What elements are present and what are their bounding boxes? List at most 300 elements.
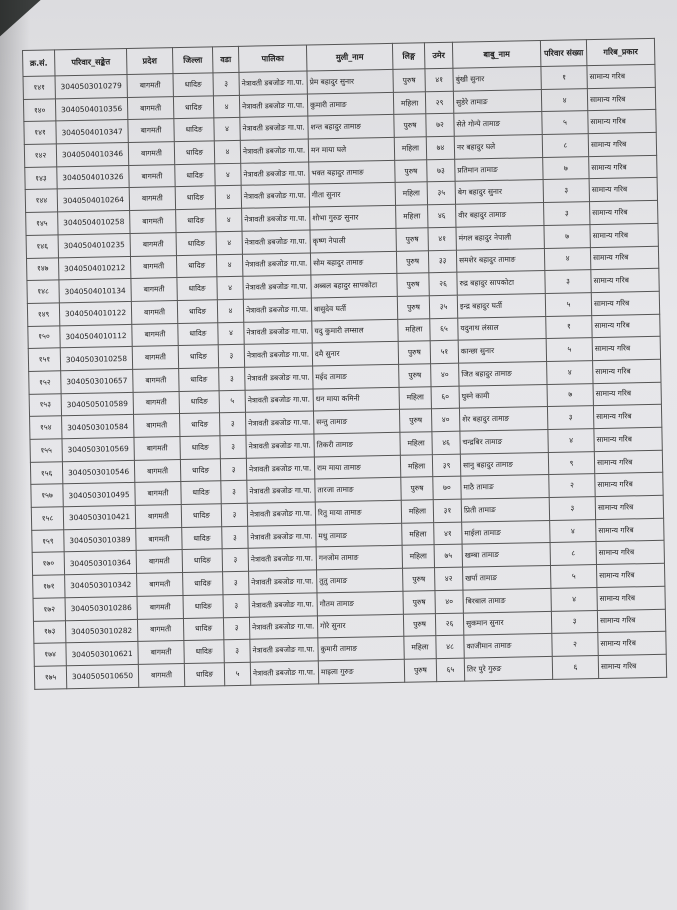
family-code-cell: 3040504010112 bbox=[60, 324, 132, 348]
ward-cell: ३ bbox=[222, 549, 248, 572]
district-cell: धादिङ bbox=[179, 390, 219, 413]
age-cell: २६ bbox=[435, 613, 463, 636]
family-size-cell: ८ bbox=[550, 542, 596, 566]
district-cell: धादिङ bbox=[182, 549, 222, 572]
head-name-cell: सोम बहादुर तामाङ bbox=[310, 251, 396, 275]
age-cell: २६ bbox=[429, 272, 457, 295]
gender-cell: पुरुष bbox=[397, 296, 429, 319]
age-cell: ३१ bbox=[433, 499, 461, 522]
poverty-type-cell: सामान्य गरिब bbox=[593, 359, 661, 383]
serial-cell: १७१ bbox=[33, 575, 65, 598]
province-cell: बागमती bbox=[137, 618, 183, 642]
family-size-cell: ४ bbox=[548, 429, 594, 453]
district-cell: धादिङ bbox=[176, 209, 216, 232]
family-code-cell: 3040503010584 bbox=[62, 415, 134, 439]
ward-cell: ४ bbox=[214, 140, 240, 163]
family-size-cell: ८ bbox=[542, 134, 588, 158]
serial-cell: १७२ bbox=[33, 598, 65, 621]
head-name-cell: मन माया घले bbox=[308, 137, 394, 161]
household-table bbox=[22, 38, 667, 690]
ward-cell: ४ bbox=[218, 322, 244, 345]
head-name-cell: प्रेम बहादुर सुनार bbox=[307, 69, 393, 93]
family-size-cell: ३ bbox=[543, 179, 589, 203]
family-size-cell: ३ bbox=[549, 497, 595, 521]
gender-cell: महिला bbox=[395, 182, 427, 205]
father-name-cell: बुंखी सुनार bbox=[453, 67, 541, 91]
age-cell: ७३ bbox=[427, 159, 455, 182]
father-name-cell: सुकमान सुनार bbox=[463, 611, 551, 635]
municipality-cell: नेत्रावती डबजोङ गा.पा. bbox=[242, 253, 310, 277]
header-cell: बाबु_नाम bbox=[452, 41, 540, 69]
family-code-cell: 3040504010235 bbox=[58, 233, 130, 257]
head-name-cell: गोरे सुनार bbox=[317, 614, 403, 638]
municipality-cell: नेत्रावती डबजोङ गा.पा. bbox=[249, 615, 317, 639]
district-cell: धादिङ bbox=[183, 595, 223, 618]
district-cell: धादिङ bbox=[181, 481, 221, 504]
poverty-type-cell: सामान्य गरिब bbox=[598, 631, 666, 655]
family-size-cell: ५ bbox=[545, 292, 591, 316]
district-cell: धादिङ bbox=[183, 572, 223, 595]
district-cell: धादिङ bbox=[173, 73, 213, 96]
age-cell: २९ bbox=[425, 91, 453, 114]
ward-cell: ३ bbox=[221, 481, 247, 504]
district-cell: धादिङ bbox=[177, 300, 217, 323]
province-cell: बागमती bbox=[132, 323, 178, 347]
head-name-cell: यदु कुमारी लम्साल bbox=[312, 319, 398, 343]
age-cell: ४१ bbox=[428, 227, 456, 250]
head-name-cell: शोभा गुरुङ सुनार bbox=[310, 205, 396, 229]
province-cell: बागमती bbox=[128, 119, 174, 143]
family-code-cell: 3040503010569 bbox=[62, 437, 134, 461]
gender-cell: पुरुष bbox=[393, 69, 425, 92]
family-size-cell: ४ bbox=[541, 88, 587, 112]
serial-cell: १५७ bbox=[31, 484, 63, 507]
serial-cell: १७३ bbox=[33, 620, 65, 643]
district-cell: धादिङ bbox=[184, 663, 224, 686]
district-cell: धादिङ bbox=[175, 164, 215, 187]
municipality-cell: नेत्रावती डबजोङ गा.पा. bbox=[244, 321, 312, 345]
municipality-cell: नेत्रावती डबजोङ गा.पा. bbox=[246, 457, 314, 481]
gender-cell: पुरुष bbox=[403, 613, 435, 636]
serial-cell: १४३ bbox=[25, 167, 57, 190]
head-name-cell: तुतु तामाङ bbox=[317, 568, 403, 592]
header-cell: क्र.सं. bbox=[23, 50, 55, 77]
province-cell: बागमती bbox=[130, 232, 176, 256]
ward-cell: ३ bbox=[218, 345, 244, 368]
gender-cell: पुरुष bbox=[397, 273, 429, 296]
ward-cell: ४ bbox=[215, 163, 241, 186]
serial-cell: १५२ bbox=[29, 371, 61, 394]
municipality-cell: नेत्रावती डबजोङ गा.पा. bbox=[241, 162, 309, 186]
serial-cell: १५५ bbox=[30, 439, 62, 462]
father-name-cell: घुस्ने कामी bbox=[459, 384, 547, 408]
poverty-type-cell: सामान्य गरिब bbox=[589, 155, 657, 179]
poverty-type-cell: सामान्य गरिब bbox=[592, 337, 660, 361]
poverty-type-cell: सामान्य गरिब bbox=[587, 87, 655, 111]
age-cell: ७४ bbox=[426, 136, 454, 159]
serial-cell: १४७ bbox=[26, 257, 58, 280]
serial-cell: १७४ bbox=[34, 643, 66, 666]
poverty-type-cell: सामान्य गरिब bbox=[596, 541, 664, 565]
father-name-cell: माईला तामाङ bbox=[462, 520, 550, 544]
head-name-cell: दमै सुनार bbox=[312, 342, 398, 366]
ward-cell: ३ bbox=[219, 367, 245, 390]
gender-cell: महिला bbox=[400, 454, 432, 477]
poverty-type-cell: सामान्य गरिब bbox=[593, 405, 661, 429]
province-cell: बागमती bbox=[132, 346, 178, 370]
ward-cell: ४ bbox=[216, 231, 242, 254]
municipality-cell: नेत्रावती डबजोङ गा.पा. bbox=[247, 502, 315, 526]
ward-cell: ४ bbox=[217, 299, 243, 322]
province-cell: बागमती bbox=[127, 74, 173, 98]
father-name-cell: रुद्र बहादुर सापकोटा bbox=[457, 271, 545, 295]
family-code-cell: 3040503010258 bbox=[60, 347, 132, 371]
gender-cell: पुरुष bbox=[404, 659, 436, 682]
gender-cell: महिला bbox=[393, 91, 425, 114]
gender-cell: पुरुष bbox=[396, 250, 428, 273]
father-name-cell: कान्छा सुनार bbox=[458, 339, 546, 363]
gender-cell: पुरुष bbox=[396, 228, 428, 251]
province-cell: बागमती bbox=[127, 96, 173, 120]
family-code-cell: 3040503010621 bbox=[66, 642, 138, 666]
family-code-cell: 3040503010286 bbox=[65, 596, 137, 620]
father-name-cell: समशेर बहादुर तामाङ bbox=[456, 248, 544, 272]
family-code-cell: 3040503010279 bbox=[55, 74, 127, 98]
age-cell: ७० bbox=[433, 477, 461, 500]
head-name-cell: अब्बल बहादुर सापकोटा bbox=[311, 274, 397, 298]
district-cell: धादिङ bbox=[177, 277, 217, 300]
province-cell: बागमती bbox=[134, 437, 180, 461]
head-name-cell: राम माया तामाङ bbox=[314, 455, 400, 479]
ward-cell: ३ bbox=[223, 594, 249, 617]
poverty-type-cell: सामान्य गरिब bbox=[590, 223, 658, 247]
municipality-cell: नेत्रावती डबजोङ गा.पा. bbox=[245, 366, 313, 390]
father-name-cell: नर बहादुर घले bbox=[454, 135, 542, 159]
ward-cell: ३ bbox=[220, 413, 246, 436]
family-code-cell: 3040504010346 bbox=[56, 143, 128, 167]
poverty-type-cell: सामान्य गरिब bbox=[597, 609, 665, 633]
gender-cell: पुरुष bbox=[401, 477, 433, 500]
district-cell: धादिङ bbox=[174, 118, 214, 141]
family-code-cell: 3040503010282 bbox=[65, 619, 137, 643]
municipality-cell: नेत्रावती डबजोङ गा.पा. bbox=[245, 389, 313, 413]
serial-cell: १७० bbox=[32, 552, 64, 575]
serial-cell: १४१ bbox=[24, 121, 56, 144]
family-code-cell: 3040503010546 bbox=[62, 460, 134, 484]
gender-cell: महिला bbox=[404, 636, 436, 659]
father-name-cell: यदुनाथ लंसाल bbox=[458, 316, 546, 340]
ward-cell: ४ bbox=[216, 208, 242, 231]
municipality-cell: नेत्रावती डबजोङ गा.पा. bbox=[242, 207, 310, 231]
district-cell: धादिङ bbox=[176, 254, 216, 277]
gender-cell: पुरुष bbox=[395, 160, 427, 183]
province-cell: बागमती bbox=[131, 300, 177, 324]
father-name-cell: बेग बहादुर सुनार bbox=[455, 180, 543, 204]
age-cell: ७२ bbox=[426, 114, 454, 137]
father-name-cell: वीर बहादुर तामाङ bbox=[456, 203, 544, 227]
father-name-cell: इन्द्र बहादुर घर्ती bbox=[457, 293, 545, 317]
family-size-cell: ७ bbox=[547, 383, 593, 407]
serial-cell: १४५ bbox=[26, 212, 58, 235]
family-code-cell: 3040504010122 bbox=[59, 301, 131, 325]
father-name-cell: जित बहादुर तामाङ bbox=[459, 361, 547, 385]
poverty-type-cell: सामान्य गरिब bbox=[588, 132, 656, 156]
family-code-cell: 3040504010134 bbox=[59, 279, 131, 303]
serial-cell: १४० bbox=[23, 99, 55, 122]
header-cell: परिवार संख्या bbox=[540, 40, 586, 67]
district-cell: धादिङ bbox=[175, 186, 215, 209]
family-size-cell: १ bbox=[546, 315, 592, 339]
age-cell: ३९ bbox=[432, 454, 460, 477]
ward-cell: ४ bbox=[217, 276, 243, 299]
head-name-cell: मधु तामाङ bbox=[316, 523, 402, 547]
family-code-cell: 3040504010347 bbox=[56, 120, 128, 144]
header-cell: परिवार_सङ्केत bbox=[55, 48, 127, 75]
father-name-cell: चन्द्रबिर तामाङ bbox=[460, 429, 548, 453]
ward-cell: ३ bbox=[220, 458, 246, 481]
header-cell: वडा bbox=[212, 46, 238, 72]
table-body bbox=[23, 64, 667, 689]
father-name-cell: तिर पुरे गुरुङ bbox=[464, 656, 552, 680]
family-code-cell: 3040504010212 bbox=[58, 256, 130, 280]
serial-cell: १४२ bbox=[24, 144, 56, 167]
ward-cell: ४ bbox=[213, 95, 239, 118]
district-cell: धादिङ bbox=[180, 413, 220, 436]
header-cell: उमेर bbox=[424, 42, 452, 69]
father-name-cell: काजीमान तामाङ bbox=[464, 634, 552, 658]
municipality-cell: नेत्रावती डबजोङ गा.पा. bbox=[247, 479, 315, 503]
gender-cell: महिला bbox=[401, 500, 433, 523]
header-cell: जिल्ला bbox=[172, 47, 212, 74]
family-code-cell: 3040504010258 bbox=[58, 211, 130, 235]
age-cell: ४० bbox=[431, 408, 459, 431]
gender-cell: महिला bbox=[402, 545, 434, 568]
poverty-type-cell: सामान्य गरिब bbox=[588, 110, 656, 134]
family-size-cell: ५ bbox=[542, 111, 588, 135]
family-size-cell: २ bbox=[552, 633, 598, 657]
serial-cell: १५८ bbox=[31, 507, 63, 530]
age-cell: ४० bbox=[435, 590, 463, 613]
poverty-type-cell: सामान्य गरिब bbox=[593, 382, 661, 406]
municipality-cell: नेत्रावती डबजोङ गा.पा. bbox=[239, 94, 307, 118]
municipality-cell: नेत्रावती डबजोङ गा.पा. bbox=[241, 184, 309, 208]
poverty-type-cell: सामान्य गरिब bbox=[590, 246, 658, 270]
head-name-cell: मईद तामाङ bbox=[313, 364, 399, 388]
family-code-cell: 3040505010589 bbox=[61, 392, 133, 416]
age-cell: ४६ bbox=[428, 204, 456, 227]
father-name-cell: सेते गोन्पे तामाङ bbox=[454, 112, 542, 136]
gender-cell: पुरुष bbox=[399, 409, 431, 432]
gender-cell: महिला bbox=[399, 386, 431, 409]
header-cell: प्रदेश bbox=[126, 48, 172, 75]
family-size-cell: ४ bbox=[547, 361, 593, 385]
province-cell: बागमती bbox=[134, 459, 180, 483]
municipality-cell: नेत्रावती डबजोङ गा.पा. bbox=[239, 71, 307, 95]
family-code-cell: 3040503010364 bbox=[64, 551, 136, 575]
father-name-cell: माठै तामाङ bbox=[461, 475, 549, 499]
province-cell: बागमती bbox=[133, 391, 179, 415]
municipality-cell: नेत्रावती डबजोङ गा.पा. bbox=[240, 139, 308, 163]
family-size-cell: ९ bbox=[548, 451, 594, 475]
district-cell: धादिङ bbox=[174, 141, 214, 164]
age-cell: ६५ bbox=[430, 318, 458, 341]
poverty-type-cell: सामान्य गरिब bbox=[592, 314, 660, 338]
family-size-cell: २ bbox=[549, 474, 595, 498]
age-cell: ६० bbox=[431, 386, 459, 409]
gender-cell: महिला bbox=[396, 205, 428, 228]
municipality-cell: नेत्रावती डबजोङ गा.पा. bbox=[250, 661, 318, 685]
header-cell: गरिब_प्रकार bbox=[586, 38, 654, 65]
age-cell: ४१ bbox=[434, 522, 462, 545]
table-container bbox=[22, 38, 666, 690]
head-name-cell: भक्त बहादुर तामाङ bbox=[309, 160, 395, 184]
province-cell: बागमती bbox=[129, 187, 175, 211]
family-size-cell: ५ bbox=[550, 565, 596, 589]
head-name-cell: तिकरी तामाङ bbox=[314, 432, 400, 456]
poverty-type-cell: सामान्य गरिब bbox=[591, 269, 659, 293]
header-cell: पालिका bbox=[238, 45, 306, 72]
father-name-cell: शेर बहादुर तामाङ bbox=[459, 407, 547, 431]
header-cell: मुली_नाम bbox=[306, 43, 392, 71]
head-name-cell: धन माया कमिनी bbox=[313, 387, 399, 411]
family-size-cell: ६ bbox=[552, 655, 598, 679]
gender-cell: महिला bbox=[394, 137, 426, 160]
head-name-cell: माइला गुरुङ bbox=[318, 659, 404, 683]
ward-cell: ४ bbox=[214, 118, 240, 141]
municipality-cell: नेत्रावती डबजोङ गा.पा. bbox=[246, 434, 314, 458]
gender-cell: पुरुष bbox=[399, 364, 431, 387]
family-size-cell: ४ bbox=[544, 247, 590, 271]
district-cell: धादिङ bbox=[176, 232, 216, 255]
head-name-cell: कुमारी तामाङ bbox=[307, 92, 393, 116]
head-name-cell: रितु माया तामाङ bbox=[315, 500, 401, 524]
ward-cell: ३ bbox=[222, 526, 248, 549]
district-cell: धादिङ bbox=[182, 527, 222, 550]
ward-cell: ३ bbox=[223, 571, 249, 594]
serial-cell: १५४ bbox=[30, 416, 62, 439]
province-cell: बागमती bbox=[129, 164, 175, 188]
serial-cell: १५९ bbox=[32, 530, 64, 553]
ward-cell: ५ bbox=[224, 662, 250, 685]
head-name-cell: तारजा तामाङ bbox=[315, 478, 401, 502]
family-code-cell: 3040504010264 bbox=[57, 188, 129, 212]
district-cell: धादिङ bbox=[179, 368, 219, 391]
district-cell: धादिङ bbox=[184, 640, 224, 663]
ward-cell: ५ bbox=[219, 390, 245, 413]
family-size-cell: ३ bbox=[545, 270, 591, 294]
age-cell: ४६ bbox=[432, 431, 460, 454]
father-name-cell: प्रतिमान तामाङ bbox=[455, 157, 543, 181]
poverty-type-cell: सामान्य गरिब bbox=[594, 427, 662, 451]
father-name-cell: मंगल बहादुर नेपाली bbox=[456, 225, 544, 249]
municipality-cell: नेत्रावती डबजोङ गा.पा. bbox=[244, 343, 312, 367]
family-code-cell: 3040503010389 bbox=[64, 528, 136, 552]
municipality-cell: नेत्रावती डबजोङ गा.पा. bbox=[243, 275, 311, 299]
ward-cell: ४ bbox=[215, 186, 241, 209]
district-cell: धादिङ bbox=[180, 436, 220, 459]
family-size-cell: ४ bbox=[550, 519, 596, 543]
district-cell: धादिङ bbox=[178, 345, 218, 368]
ward-cell: ३ bbox=[223, 617, 249, 640]
header-cell: लिङ्ग bbox=[392, 43, 424, 70]
poverty-type-cell: सामान्य गरिब bbox=[596, 518, 664, 542]
serial-cell: १५० bbox=[28, 325, 60, 348]
ward-cell: ३ bbox=[220, 435, 246, 458]
head-name-cell: शन्त बहादुर तामाङ bbox=[308, 115, 394, 139]
province-cell: बागमती bbox=[128, 142, 174, 166]
municipality-cell: नेत्रावती डबजोङ गा.पा. bbox=[249, 570, 317, 594]
father-name-cell: सुडेरे तामाङ bbox=[453, 89, 541, 113]
poverty-type-cell: सामान्य गरिब bbox=[587, 64, 655, 88]
gender-cell: पुरुष bbox=[403, 568, 435, 591]
gender-cell: महिला bbox=[402, 522, 434, 545]
father-name-cell: सानु बहादुर तामाङ bbox=[460, 452, 548, 476]
family-size-cell: ७ bbox=[543, 156, 589, 180]
head-name-cell: गीता सुनार bbox=[309, 183, 395, 207]
poverty-type-cell: सामान्य गरिब bbox=[597, 586, 665, 610]
province-cell: बागमती bbox=[137, 573, 183, 597]
age-cell: ३३ bbox=[428, 250, 456, 273]
father-name-cell: खम्बा तामाङ bbox=[462, 543, 550, 567]
family-code-cell: 3040503010342 bbox=[65, 574, 137, 598]
district-cell: धादिङ bbox=[178, 322, 218, 345]
head-name-cell: बासुदेव घर्ती bbox=[311, 296, 397, 320]
age-cell: ४८ bbox=[436, 635, 464, 658]
serial-cell: १४६ bbox=[26, 235, 58, 258]
poverty-type-cell: सामान्य गरिब bbox=[596, 563, 664, 587]
serial-cell: १४९ bbox=[27, 303, 59, 326]
gender-cell: महिला bbox=[400, 432, 432, 455]
serial-cell: १५३ bbox=[29, 393, 61, 416]
district-cell: धादिङ bbox=[180, 458, 220, 481]
poverty-type-cell: सामान्य गरिब bbox=[589, 178, 657, 202]
province-cell: बागमती bbox=[135, 505, 181, 529]
family-size-cell: ३ bbox=[544, 202, 590, 226]
family-size-cell: ५ bbox=[546, 338, 592, 362]
family-code-cell: 3040503010657 bbox=[61, 369, 133, 393]
ward-cell: ३ bbox=[213, 72, 239, 95]
poverty-type-cell: सामान्य गरिब bbox=[594, 450, 662, 474]
municipality-cell: नेत्रावती डबजोङ गा.पा. bbox=[242, 230, 310, 254]
age-cell: ३५ bbox=[427, 182, 455, 205]
family-code-cell: 3040505010650 bbox=[66, 664, 138, 688]
municipality-cell: नेत्रावती डबजोङ गा.पा. bbox=[243, 298, 311, 322]
municipality-cell: नेत्रावती डबजोङ गा.पा. bbox=[249, 593, 317, 617]
age-cell: ३५ bbox=[429, 295, 457, 318]
family-size-cell: ७ bbox=[544, 224, 590, 248]
family-size-cell: ३ bbox=[551, 610, 597, 634]
province-cell: बागमती bbox=[136, 527, 182, 551]
ward-cell: ३ bbox=[224, 639, 250, 662]
province-cell: बागमती bbox=[136, 550, 182, 574]
province-cell: बागमती bbox=[134, 414, 180, 438]
municipality-cell: नेत्रावती डबजोङ गा.पा. bbox=[240, 116, 308, 140]
family-size-cell: ४ bbox=[551, 587, 597, 611]
municipality-cell: नेत्रावती डबजोङ गा.पा. bbox=[246, 411, 314, 435]
family-code-cell: 3040503010495 bbox=[63, 483, 135, 507]
gender-cell: महिला bbox=[398, 318, 430, 341]
serial-cell: १५१ bbox=[28, 348, 60, 371]
age-cell: ५१ bbox=[430, 340, 458, 363]
head-name-cell: कृष्ण नेपाली bbox=[310, 228, 396, 252]
province-cell: बागमती bbox=[135, 482, 181, 506]
province-cell: बागमती bbox=[137, 595, 183, 619]
age-cell: ४२ bbox=[435, 567, 463, 590]
family-size-cell: १ bbox=[541, 66, 587, 90]
district-cell: धादिङ bbox=[181, 504, 221, 527]
serial-cell: १७५ bbox=[34, 666, 66, 689]
father-name-cell: बिरबाल तामाङ bbox=[463, 588, 551, 612]
